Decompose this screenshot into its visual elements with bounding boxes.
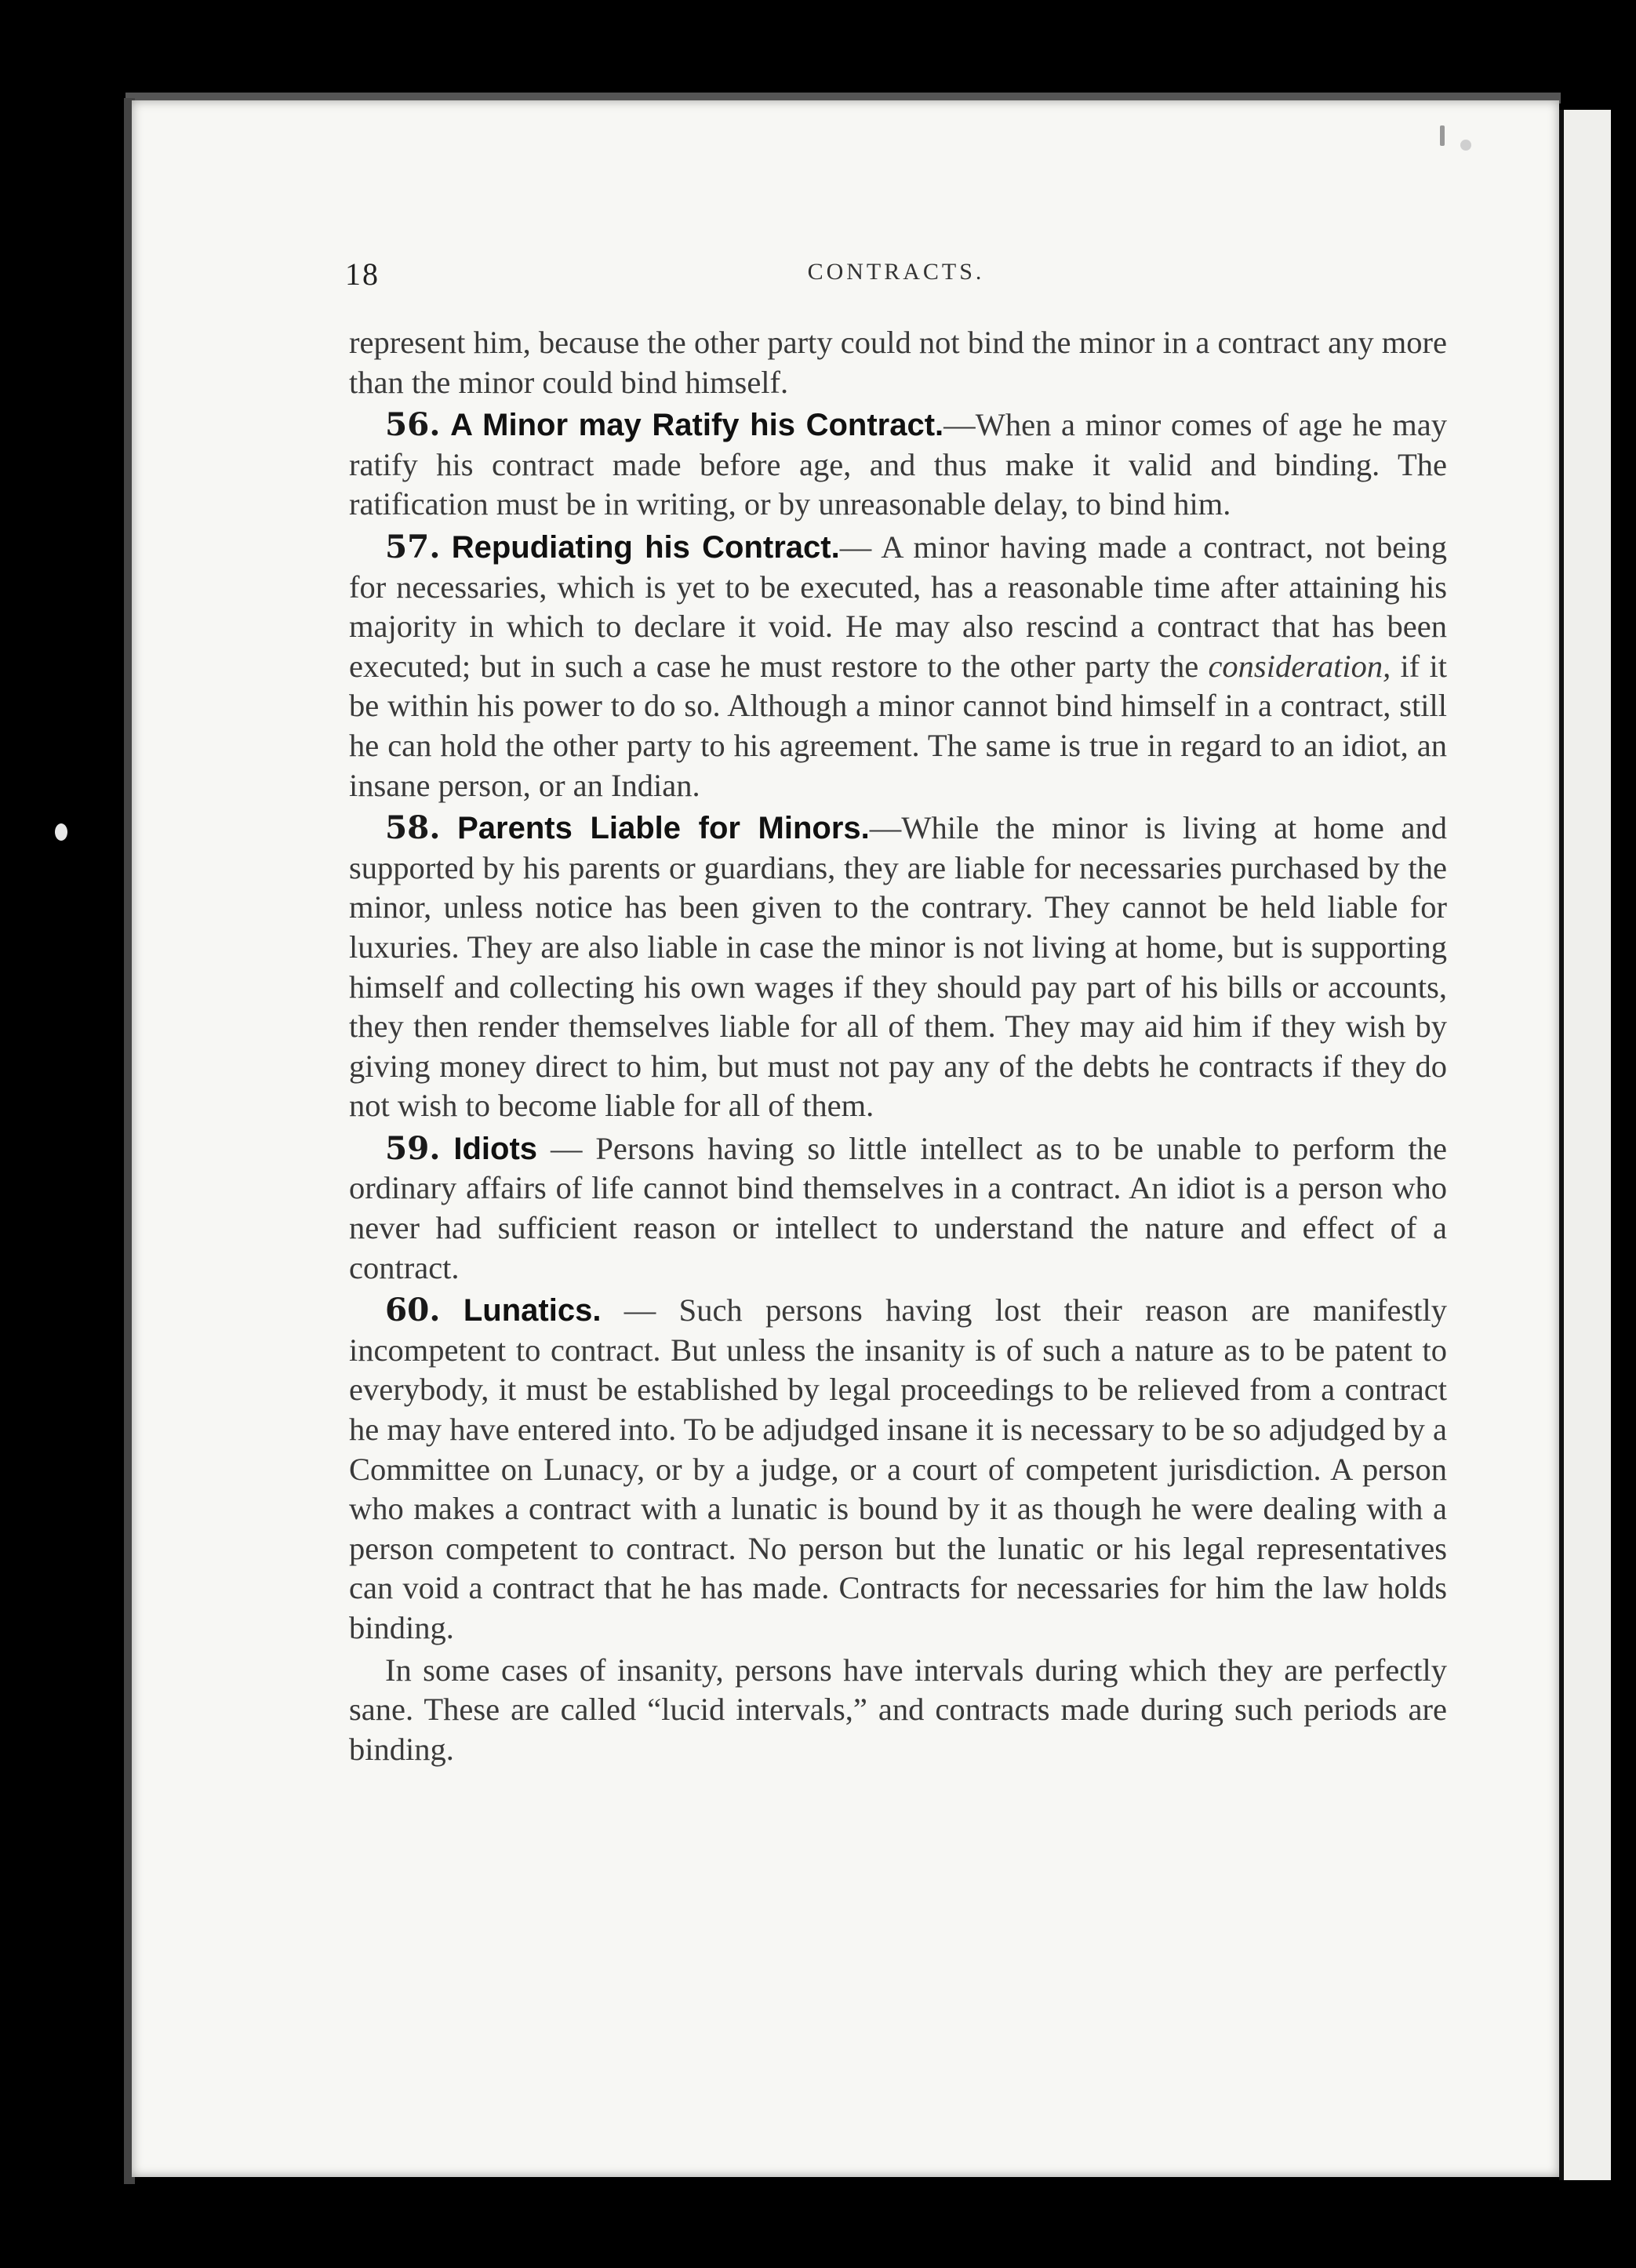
section-59 xyxy=(349,1129,1447,1288)
section-57 xyxy=(349,527,1447,805)
italic-term: consideration, xyxy=(1208,648,1391,684)
section-60 xyxy=(349,1290,1447,1648)
section-number: 56. xyxy=(385,405,441,444)
section-title: Idiots xyxy=(453,1131,538,1166)
section-number: 60. xyxy=(385,1291,441,1329)
scan-speck xyxy=(1460,140,1471,151)
facing-page-edge xyxy=(1559,110,1611,2180)
section-title: A Minor may Ratify his Contract. xyxy=(450,408,944,443)
page-body xyxy=(349,323,1447,1769)
section-title: Parents Liable for Minors. xyxy=(457,811,870,846)
section-number: 59. xyxy=(385,1129,441,1167)
section-56 xyxy=(349,405,1447,525)
section-text: —When a minor comes of age he may ratify his contract made before age, and thus make it valid and binding. The ratification must be in writing, or by unreasonable delay, to bind him. xyxy=(349,407,1448,522)
section-number: 57. xyxy=(385,527,441,565)
section-text: if it be within his power to do so. Although a minor cannot bind himself in a contract, still he can hold the other party to his agreement. The same is true in regard to an idiot, an insane person, or an Indian. xyxy=(349,648,1447,803)
section-text: — Such persons having lost their reason are manifestly incompetent to contract. But unless the insanity is of such a nature as to be patent to everybody, it must be established by legal proceedings to be relieved from a contract he may have entered into. To be adjudged insane it is necessary to be so adjudged by a Committee on Lunacy, or by a judge, or a court of competent jurisdiction. A person who makes a contract with a lunatic is bound by it as though he were dealing with a person competent to contract. No person but the lunatic or his legal representatives can void a contract that he has made. Contracts for necessaries for him the law holds binding. xyxy=(349,1292,1448,1645)
running-head: CONTRACTS. xyxy=(807,259,985,285)
section-58 xyxy=(349,808,1447,1126)
paragraph-text: represent him, because the other party could not bind the minor in a contract any more than the minor could bind himself. xyxy=(349,325,1447,400)
section-title: Lunatics. xyxy=(463,1293,602,1328)
scan-speck xyxy=(55,823,67,841)
section-text: — A minor having made a contract, not being for necessaries, which is yet to be executed, has a reasonable time after attaining his majority in which to declare it void. He may also rescind a contract that has been executed; but in such a case he must restore to the other party the xyxy=(349,529,1448,684)
scan-speck xyxy=(1440,125,1445,146)
section-number: 58. xyxy=(385,809,441,847)
paragraph-lucid-intervals xyxy=(349,1651,1447,1770)
section-text: —While the minor is living at home and supported by his parents or guardians, they are liable for necessaries purchased by the minor, unless notice has been given to the contrary. They cannot be held liable for luxuries. They are also liable in case the minor is not living at home, but is supporting himself and collecting his own wages if they should pay part of his bills or accounts, they then render themselves liable for all of them. They may aid him if they wish by giving money direct to him, but must not pay any of the debts he contracts if they do not wish to become liable for all of them. xyxy=(349,810,1447,1124)
section-title: Repudiating his Contract. xyxy=(451,529,840,565)
page-header xyxy=(345,256,1447,303)
section-text: — Persons having so little intellect as to be unable to perform the ordinary affairs of life cannot bind themselves in a contract. An idiot is a person who never had sufficient reason or intellect to understand the nature and effect of a contract. xyxy=(349,1130,1448,1285)
page-number: 18 xyxy=(345,256,380,292)
paragraph-continued xyxy=(349,323,1447,402)
paragraph-text: In some cases of insanity, persons have intervals during which they are perfectly sane. These are called “lucid intervals,” and contracts made during such periods are binding. xyxy=(349,1652,1447,1767)
